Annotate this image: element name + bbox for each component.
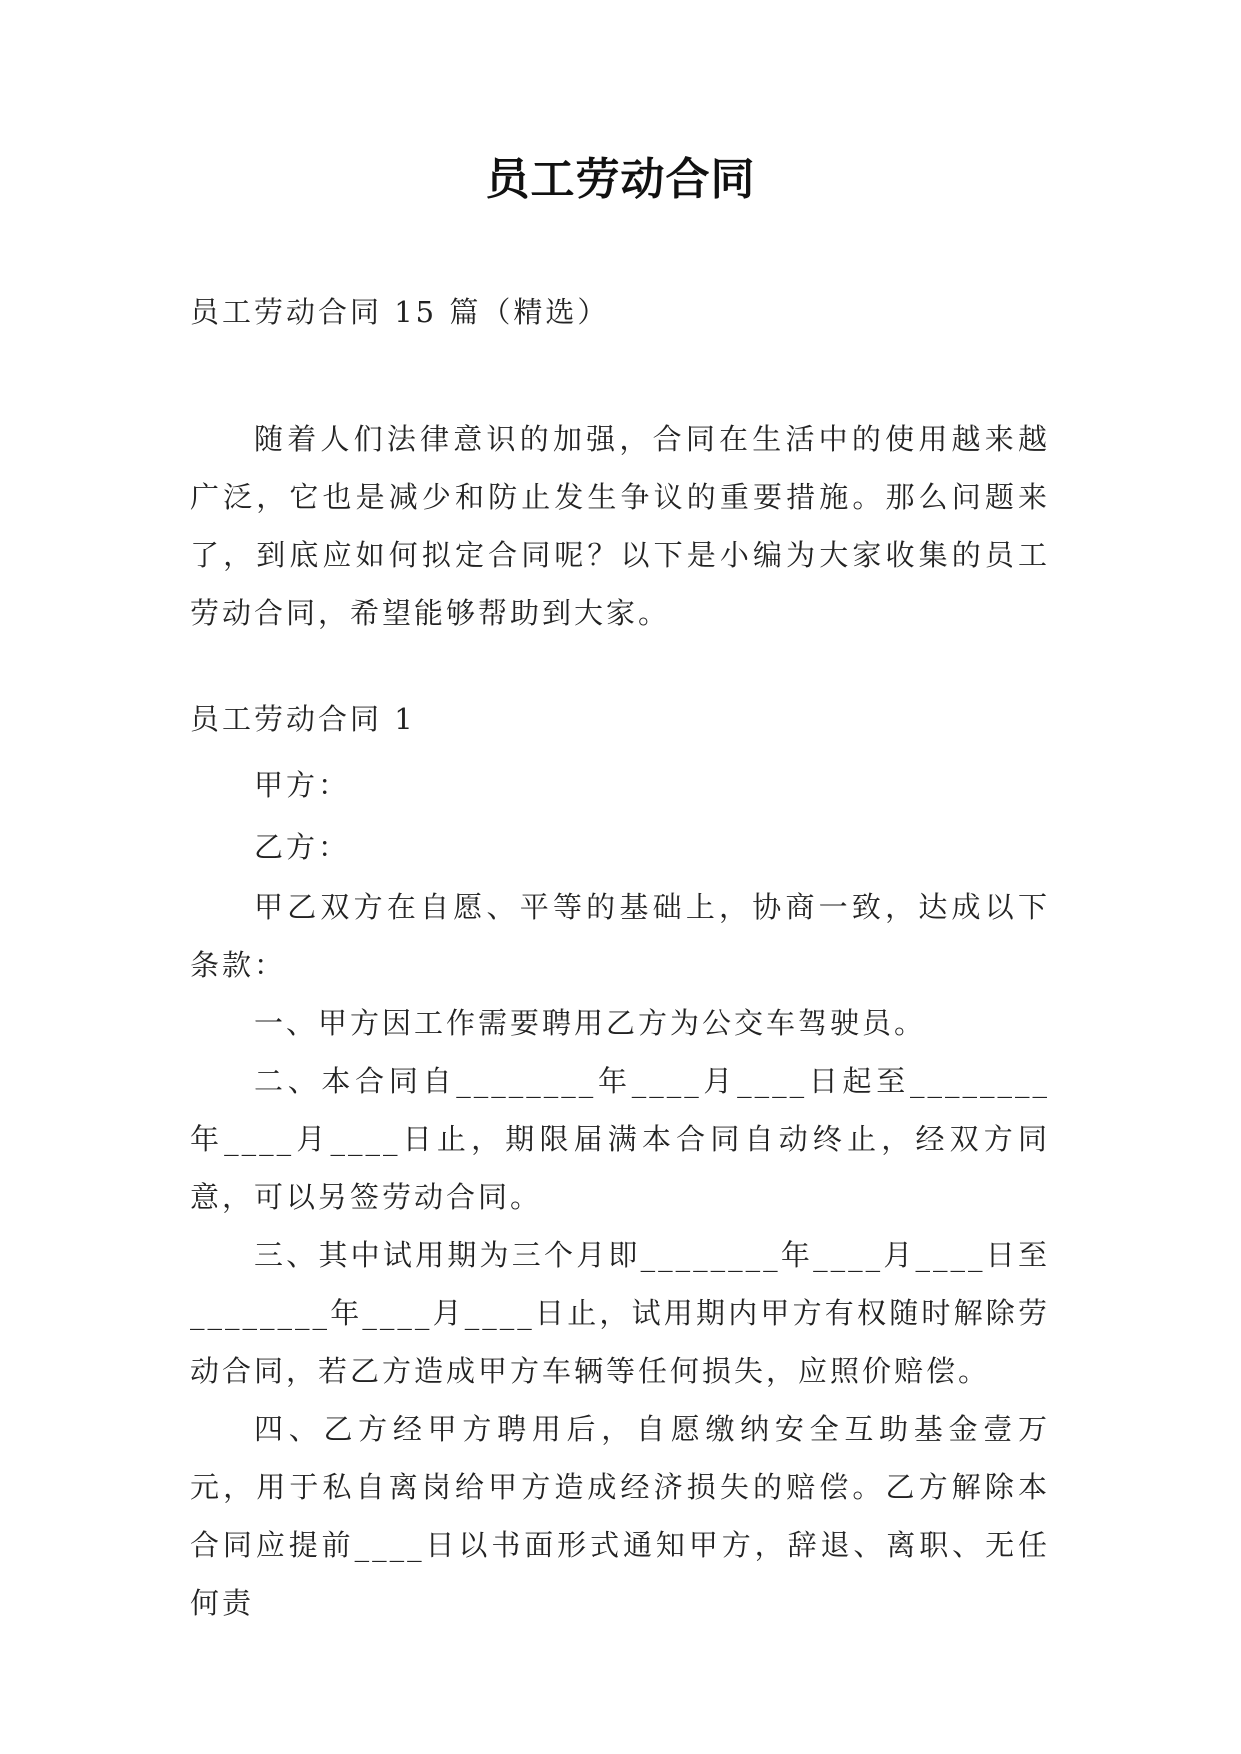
contract-paragraph: 甲乙双方在自愿、平等的基础上，协商一致，达成以下条款：	[190, 890, 1050, 982]
document-title: 员工劳动合同	[485, 154, 756, 205]
party-a-line: 甲方：	[254, 768, 351, 802]
document-subtitle: 员工劳动合同 15 篇（精选）	[190, 295, 610, 329]
contract-paragraph: 二、本合同自________年____月____日起至________年____月____日止，期限届满本合同自动终止，经双方同意，可以另签劳动合同。	[190, 1064, 1050, 1214]
contract-paragraph: 一、甲方因工作需要聘用乙方为公交车驾驶员。	[254, 1006, 927, 1040]
contract-paragraph: 三、其中试用期为三个月即________年____月____日至________年____月____日止，试用期内甲方有权随时解除劳动合同，若乙方造成甲方车辆等任何损失，应照价赔偿。	[190, 1238, 1050, 1388]
party-b-line: 乙方：	[254, 830, 351, 864]
contract-paragraph: 四、乙方经甲方聘用后，自愿缴纳安全互助基金壹万元，用于私自离岗给甲方造成经济损失的赔偿。乙方解除本合同应提前____日以书面形式通知甲方，辞退、离职、无任何责	[190, 1412, 1050, 1620]
contract-section	[190, 698, 1050, 1632]
contract-heading: 员工劳动合同 1	[190, 702, 416, 736]
intro-paragraph: 随着人们法律意识的加强，合同在生活中的使用越来越广泛，它也是减少和防止发生争议的重要措施。那么问题来了，到底应如何拟定合同呢？以下是小编为大家收集的员工劳动合同，希望能够帮助到大家。	[190, 422, 1050, 630]
